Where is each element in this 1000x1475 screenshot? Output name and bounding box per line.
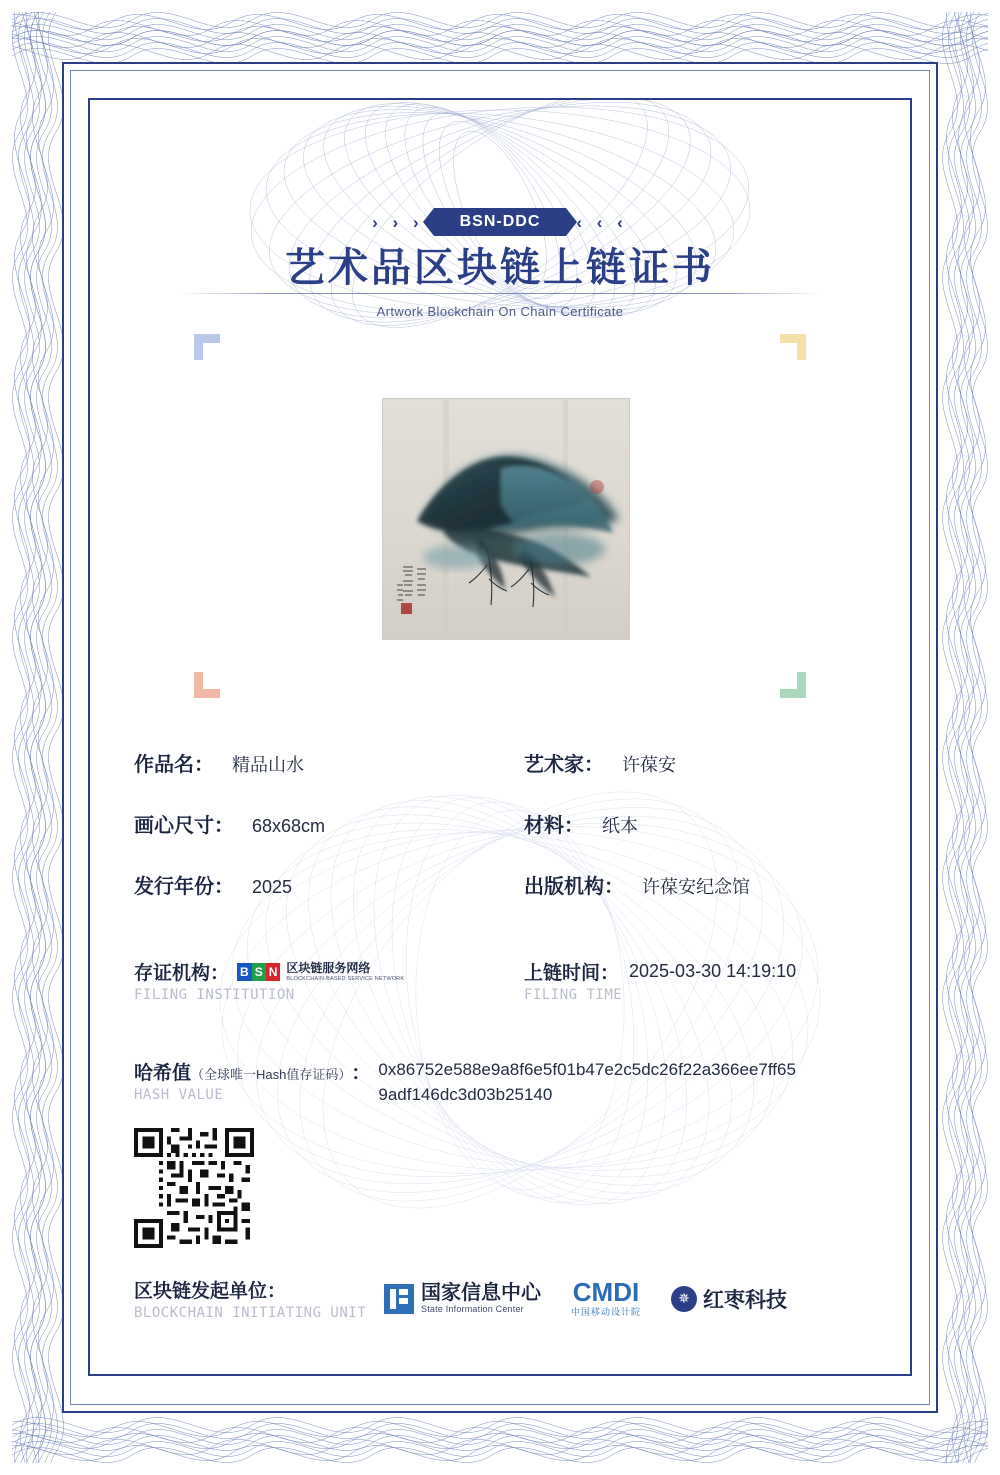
filing-time-sub: FILING TIME: [524, 987, 623, 1003]
bsn-logo-en: BLOCKCHAIN-BASED SERVICE NETWORK: [286, 976, 405, 983]
field-value: 纸本: [602, 816, 638, 836]
footer: [134, 1276, 894, 1321]
corner-mark-bottom-right: [780, 672, 806, 698]
filing-time-label: 上链时间：: [524, 963, 620, 984]
page-title: 艺术品区块链上链证书: [285, 246, 715, 290]
state-information-center-icon: [384, 1284, 414, 1314]
field-value: 2025: [252, 877, 293, 897]
filing-institution-sub: FILING INSTITUTION: [134, 987, 295, 1003]
fields-grid: [134, 748, 874, 931]
field-label: 作品名：: [134, 754, 214, 776]
filing-time-value: 2025-03-30 14:19:10: [629, 961, 797, 981]
field-publisher: [524, 870, 874, 899]
field-artist: [524, 748, 874, 777]
chevrons-left-icon: › › ›: [372, 212, 424, 232]
seal-icon: [590, 480, 604, 494]
hash-note: （全球唯一Hash值存证码）: [191, 1067, 352, 1082]
sic-label-cn: 国家信息中心: [421, 1282, 541, 1304]
hash-value: 0x86752e588e9a8f6e5f01b47e2c5dc26f22a366ee7ff659adf146dc3d03b25140: [378, 1060, 796, 1104]
filing-institution-label: 存证机构：: [134, 963, 230, 984]
field-value: 68x68cm: [252, 816, 326, 836]
field-label: 发行年份：: [134, 876, 234, 898]
field-value: 许葆安纪念馆: [642, 877, 750, 897]
artwork-image: [382, 398, 630, 640]
hongzao-label: 红枣科技: [703, 1288, 788, 1312]
title-divider: [180, 293, 820, 294]
logo-state-information-center: [384, 1283, 541, 1314]
corner-mark-top-right: [780, 334, 806, 360]
bsn-logo-s: S: [252, 963, 266, 981]
filing-time: [524, 958, 894, 1003]
sic-label-en: State Information Center: [421, 1304, 524, 1314]
bsn-logo: [237, 960, 404, 983]
hash-block: [134, 1058, 894, 1107]
cmdi-label: CMDI: [572, 1277, 640, 1307]
field-label: 材料：: [524, 815, 584, 837]
cmdi-sublabel: 中国移动设计院: [571, 1307, 642, 1317]
corner-mark-top-left: [194, 334, 220, 360]
logo-hongzao-technology: [671, 1284, 787, 1314]
footer-sub: BLOCKCHAIN INITIATING UNIT: [134, 1305, 367, 1321]
bsn-ddc-ribbon: BSN-DDC: [434, 208, 567, 236]
filing-institution: [134, 958, 524, 1003]
field-value: 精品山水: [232, 755, 304, 775]
qr-code[interactable]: [134, 1128, 254, 1248]
certificate-content: [88, 98, 912, 1376]
chevrons-right-icon: ‹ ‹ ‹: [576, 212, 628, 232]
field-row: [134, 870, 874, 899]
field-row: [134, 809, 874, 838]
logo-cmdi: [571, 1279, 641, 1318]
bsn-logo-cn: 区块链服务网络: [286, 961, 371, 976]
hash-label: 哈希值: [134, 1063, 192, 1084]
footer-label: 区块链发起单位：: [134, 1281, 287, 1302]
field-material: [524, 809, 874, 838]
bsn-logo-n: N: [266, 963, 281, 981]
field-value: 许葆安: [622, 755, 676, 775]
header-ribbon-row: [88, 208, 912, 236]
field-issue-year: [134, 870, 524, 899]
page-subtitle: Artwork Blockchain On Chain Certificate: [376, 304, 624, 319]
field-label: 艺术家：: [524, 754, 604, 776]
field-artwork-title: [134, 748, 524, 777]
field-label: 画心尺寸：: [134, 815, 234, 837]
hash-colon: ：: [351, 1063, 371, 1084]
filing-block: [134, 958, 894, 1003]
field-dimensions: [134, 809, 524, 838]
corner-mark-bottom-left: [194, 672, 220, 698]
hash-sub: HASH VALUE: [134, 1087, 224, 1103]
field-row: [134, 748, 874, 777]
hongzao-icon: ✵: [671, 1286, 697, 1312]
bsn-logo-b: B: [237, 963, 252, 981]
field-label: 出版机构：: [524, 876, 624, 898]
